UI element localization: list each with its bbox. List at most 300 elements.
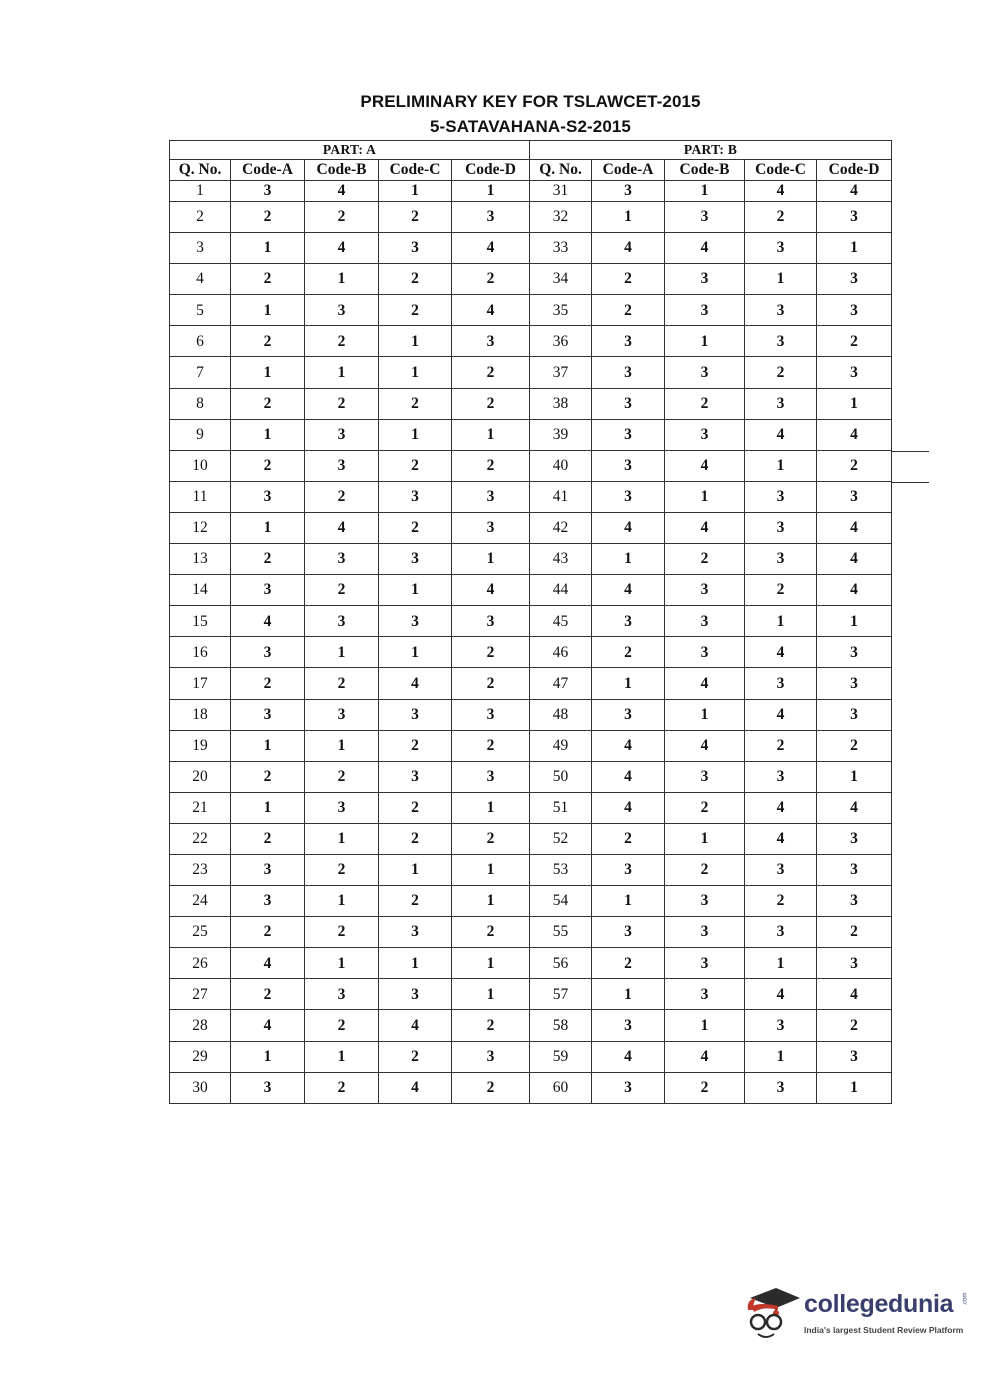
answer-cell: 3 [592,357,665,388]
question-number-cell: 5 [170,295,231,326]
answer-cell: 3 [745,1010,817,1041]
answer-cell: 3 [745,544,817,575]
question-number-cell: 21 [170,792,231,823]
table-row [170,544,892,575]
table-row [170,326,892,357]
answer-cell: 1 [379,357,452,388]
answer-cell: 1 [745,948,817,979]
answer-cell: 2 [305,481,379,512]
answer-cell: 2 [817,326,892,357]
answer-cell: 3 [305,450,379,481]
answer-cell: 2 [379,295,452,326]
answer-cell: 4 [592,761,665,792]
answer-cell: 2 [745,886,817,917]
answer-cell: 2 [305,575,379,606]
answer-cell: 1 [305,637,379,668]
logo-tagline: India's largest Student Review Platform [804,1325,964,1335]
logo-wordmark: collegedunia [804,1290,954,1318]
answer-cell: 2 [379,202,452,233]
column-header: Code-D [817,160,892,181]
answer-cell: 1 [231,419,305,450]
answer-cell: 3 [745,917,817,948]
answer-cell: 2 [231,326,305,357]
answer-cell: 4 [665,1041,745,1072]
answer-cell: 1 [745,606,817,637]
column-header: Code-B [305,160,379,181]
question-number-cell: 27 [170,979,231,1010]
question-number-cell: 15 [170,606,231,637]
answer-cell: 1 [817,761,892,792]
answer-cell: 1 [231,792,305,823]
answer-cell: 3 [665,357,745,388]
answer-cell: 3 [745,668,817,699]
answer-cell: 1 [592,979,665,1010]
answer-cell: 4 [665,668,745,699]
answer-cell: 1 [452,544,530,575]
answer-cell: 2 [379,792,452,823]
table-row [170,264,892,295]
answer-cell: 2 [305,326,379,357]
answer-cell: 2 [231,823,305,854]
table-row [170,823,892,854]
answer-cell: 4 [817,544,892,575]
answer-cell: 1 [592,668,665,699]
answer-cell: 3 [452,606,530,637]
table-row [170,181,892,202]
answer-cell: 2 [379,823,452,854]
answer-cell: 3 [452,326,530,357]
question-number-cell: 11 [170,481,231,512]
answer-cell: 2 [305,1072,379,1103]
answer-cell: 1 [305,730,379,761]
page-subtitle: 5-SATAVAHANA-S2-2015 [429,117,631,136]
table-row [170,388,892,419]
answer-cell: 2 [379,730,452,761]
answer-cell: 1 [452,419,530,450]
answer-cell: 1 [817,388,892,419]
question-number-cell: 46 [530,637,592,668]
answer-cell: 2 [231,450,305,481]
answer-cell: 2 [592,295,665,326]
answer-cell: 4 [817,792,892,823]
answer-cell: 3 [817,202,892,233]
column-header: Q. No. [530,160,592,181]
table-row [170,450,892,481]
answer-cell: 1 [665,1010,745,1041]
answer-cell: 3 [592,181,665,202]
answer-cell: 1 [817,606,892,637]
answer-cell: 4 [305,181,379,202]
question-number-cell: 25 [170,917,231,948]
question-number-cell: 55 [530,917,592,948]
answer-cell: 3 [745,295,817,326]
answer-cell: 2 [665,854,745,885]
answer-cell: 3 [231,575,305,606]
answer-cell: 3 [817,264,892,295]
answer-cell: 3 [817,823,892,854]
question-number-cell: 31 [530,181,592,202]
answer-cell: 2 [305,202,379,233]
answer-cell: 3 [452,481,530,512]
answer-cell: 1 [305,264,379,295]
question-number-cell: 39 [530,419,592,450]
answer-cell: 3 [379,699,452,730]
question-number-cell: 42 [530,512,592,543]
answer-cell: 1 [817,233,892,264]
answer-cell: 4 [379,668,452,699]
question-number-cell: 4 [170,264,231,295]
table-row [170,730,892,761]
answer-cell: 2 [305,917,379,948]
table-row [170,792,892,823]
question-number-cell: 58 [530,1010,592,1041]
answer-cell: 4 [745,419,817,450]
answer-cell: 3 [745,761,817,792]
question-number-cell: 17 [170,668,231,699]
answer-cell: 2 [379,450,452,481]
question-number-cell: 19 [170,730,231,761]
answer-cell: 2 [665,1072,745,1103]
answer-cell: 3 [592,917,665,948]
answer-cell: 2 [817,450,892,481]
answer-cell: 2 [745,357,817,388]
question-number-cell: 7 [170,357,231,388]
answer-cell: 2 [452,823,530,854]
answer-cell: 3 [745,388,817,419]
answer-cell: 2 [231,979,305,1010]
answer-cell: 3 [379,481,452,512]
answer-cell: 2 [305,1010,379,1041]
answer-cell: 2 [817,730,892,761]
answer-cell: 2 [817,1010,892,1041]
column-header: Code-D [452,160,530,181]
question-number-cell: 33 [530,233,592,264]
answer-cell: 1 [379,575,452,606]
question-number-cell: 6 [170,326,231,357]
column-header: Code-A [231,160,305,181]
question-number-cell: 37 [530,357,592,388]
answer-cell: 4 [592,730,665,761]
answer-cell: 4 [817,979,892,1010]
question-number-cell: 3 [170,233,231,264]
table-row [170,699,892,730]
table-row [170,512,892,543]
answer-cell: 3 [305,606,379,637]
question-number-cell: 23 [170,854,231,885]
answer-cell: 3 [745,233,817,264]
question-number-cell: 49 [530,730,592,761]
answer-cell: 3 [817,948,892,979]
answer-cell: 1 [665,326,745,357]
answer-cell: 3 [452,202,530,233]
answer-cell: 4 [665,233,745,264]
answer-cell: 3 [305,699,379,730]
table-row [170,606,892,637]
table-row [170,1010,892,1041]
answer-cell: 2 [379,388,452,419]
answer-cell: 3 [379,917,452,948]
answer-cell: 4 [745,181,817,202]
question-number-cell: 20 [170,761,231,792]
answer-cell: 3 [745,326,817,357]
answer-cell: 2 [817,917,892,948]
answer-cell: 2 [745,575,817,606]
answer-cell: 1 [231,1041,305,1072]
answer-cell: 3 [592,481,665,512]
answer-cell: 1 [379,181,452,202]
answer-cell: 2 [592,823,665,854]
question-number-cell: 41 [530,481,592,512]
answer-cell: 2 [452,1010,530,1041]
answer-cell: 3 [665,575,745,606]
answer-cell: 3 [305,792,379,823]
answer-cell: 3 [817,699,892,730]
answer-cell: 3 [231,886,305,917]
answer-cell: 3 [665,606,745,637]
answer-cell: 1 [379,637,452,668]
table-row [170,1072,892,1103]
answer-cell: 3 [379,233,452,264]
answer-cell: 3 [817,668,892,699]
question-number-cell: 35 [530,295,592,326]
question-number-cell: 38 [530,388,592,419]
question-number-cell: 47 [530,668,592,699]
answer-cell: 4 [817,512,892,543]
question-number-cell: 26 [170,948,231,979]
table-row [170,295,892,326]
answer-cell: 4 [379,1010,452,1041]
answer-cell: 2 [452,1072,530,1103]
answer-cell: 3 [665,761,745,792]
answer-cell: 3 [231,181,305,202]
column-header: Q. No. [170,160,231,181]
answer-cell: 2 [305,668,379,699]
answer-cell: 4 [745,637,817,668]
answer-cell: 3 [231,481,305,512]
graduate-face-icon [742,1280,802,1342]
answer-cell: 1 [452,181,530,202]
question-number-cell: 59 [530,1041,592,1072]
answer-cell: 4 [665,730,745,761]
answer-cell: 3 [592,419,665,450]
answer-cell: 3 [817,1041,892,1072]
stray-line [891,451,929,452]
answer-cell: 4 [592,512,665,543]
column-header: Code-A [592,160,665,181]
answer-cell: 4 [592,233,665,264]
answer-cell: 1 [231,730,305,761]
answer-cell: 2 [592,637,665,668]
answer-cell: 3 [745,1072,817,1103]
answer-cell: 2 [305,854,379,885]
answer-cell: 2 [231,544,305,575]
answer-cell: 3 [665,979,745,1010]
answer-cell: 2 [231,668,305,699]
part-a-header: PART: A [170,141,530,160]
question-number-cell: 52 [530,823,592,854]
question-number-cell: 53 [530,854,592,885]
answer-cell: 3 [379,544,452,575]
question-number-cell: 22 [170,823,231,854]
answer-cell: 2 [231,761,305,792]
answer-cell: 4 [231,606,305,637]
question-number-cell: 16 [170,637,231,668]
answer-cell: 4 [592,1041,665,1072]
answer-cell: 1 [231,233,305,264]
answer-cell: 4 [231,1010,305,1041]
answer-cell: 3 [665,948,745,979]
table-row [170,202,892,233]
answer-cell: 1 [745,1041,817,1072]
answer-cell: 3 [452,1041,530,1072]
question-number-cell: 9 [170,419,231,450]
answer-cell: 3 [231,854,305,885]
question-number-cell: 29 [170,1041,231,1072]
question-number-cell: 56 [530,948,592,979]
answer-cell: 1 [379,854,452,885]
table-row [170,1041,892,1072]
answer-cell: 3 [817,637,892,668]
answer-cell: 2 [379,886,452,917]
answer-cell: 3 [379,606,452,637]
answer-cell: 1 [592,886,665,917]
question-number-cell: 13 [170,544,231,575]
table-row [170,481,892,512]
answer-cell: 4 [745,699,817,730]
answer-cell: 1 [231,357,305,388]
answer-cell: 3 [665,637,745,668]
answer-cell: 4 [592,575,665,606]
table-row [170,637,892,668]
question-number-cell: 36 [530,326,592,357]
answer-cell: 3 [305,419,379,450]
column-header: Code-C [745,160,817,181]
answer-cell: 1 [231,512,305,543]
answer-cell: 3 [592,326,665,357]
answer-cell: 2 [305,388,379,419]
answer-cell: 1 [305,823,379,854]
answer-cell: 1 [817,1072,892,1103]
answer-cell: 1 [231,295,305,326]
question-number-cell: 34 [530,264,592,295]
answer-cell: 2 [452,917,530,948]
answer-cell: 1 [665,699,745,730]
question-number-cell: 1 [170,181,231,202]
answer-key-table [169,140,892,1104]
answer-cell: 3 [231,637,305,668]
answer-cell: 2 [231,202,305,233]
answer-cell: 3 [817,886,892,917]
answer-cell: 4 [231,948,305,979]
table-row [170,575,892,606]
answer-cell: 2 [665,544,745,575]
answer-cell: 1 [745,450,817,481]
question-number-cell: 10 [170,450,231,481]
answer-cell: 4 [745,792,817,823]
answer-cell: 3 [452,512,530,543]
answer-cell: 4 [665,512,745,543]
answer-cell: 2 [379,264,452,295]
answer-cell: 4 [452,233,530,264]
answer-cell: 3 [305,295,379,326]
answer-cell: 1 [305,948,379,979]
answer-cell: 3 [665,419,745,450]
question-number-cell: 44 [530,575,592,606]
answer-cell: 1 [665,481,745,512]
table-row [170,948,892,979]
answer-cell: 3 [817,295,892,326]
answer-cell: 3 [592,388,665,419]
question-number-cell: 8 [170,388,231,419]
answer-cell: 2 [592,264,665,295]
answer-cell: 2 [452,637,530,668]
answer-cell: 3 [305,979,379,1010]
answer-cell: 2 [305,761,379,792]
answer-cell: 1 [305,357,379,388]
table-row [170,854,892,885]
table-row [170,979,892,1010]
table-row [170,233,892,264]
answer-cell: 4 [745,979,817,1010]
answer-cell: 3 [452,699,530,730]
answer-cell: 2 [665,388,745,419]
answer-cell: 4 [817,181,892,202]
answer-cell: 4 [452,575,530,606]
answer-cell: 1 [592,544,665,575]
table-row [170,761,892,792]
answer-cell: 3 [452,761,530,792]
answer-cell: 1 [452,854,530,885]
logo-domain-suffix: .com [962,1292,969,1306]
table-row [170,419,892,450]
answer-cell: 1 [379,419,452,450]
question-number-cell: 48 [530,699,592,730]
answer-cell: 3 [231,1072,305,1103]
answer-cell: 2 [452,730,530,761]
answer-cell: 3 [231,699,305,730]
answer-cell: 2 [452,357,530,388]
answer-cell: 2 [231,917,305,948]
table-row [170,357,892,388]
answer-cell: 3 [592,1010,665,1041]
answer-cell: 3 [665,917,745,948]
answer-cell: 1 [452,948,530,979]
question-number-cell: 30 [170,1072,231,1103]
question-number-cell: 18 [170,699,231,730]
answer-cell: 3 [592,450,665,481]
question-number-cell: 32 [530,202,592,233]
answer-cell: 4 [745,823,817,854]
answer-cell: 3 [665,264,745,295]
answer-cell: 3 [817,854,892,885]
question-number-cell: 28 [170,1010,231,1041]
answer-cell: 1 [379,326,452,357]
answer-cell: 4 [817,575,892,606]
table-row [170,917,892,948]
answer-cell: 3 [592,606,665,637]
answer-cell: 4 [452,295,530,326]
question-number-cell: 50 [530,761,592,792]
answer-cell: 3 [745,512,817,543]
answer-cell: 3 [665,295,745,326]
answer-cell: 4 [305,233,379,264]
answer-cell: 1 [305,1041,379,1072]
answer-cell: 1 [452,886,530,917]
answer-cell: 3 [745,854,817,885]
answer-cell: 4 [379,1072,452,1103]
table-row [170,886,892,917]
answer-cell: 3 [592,854,665,885]
